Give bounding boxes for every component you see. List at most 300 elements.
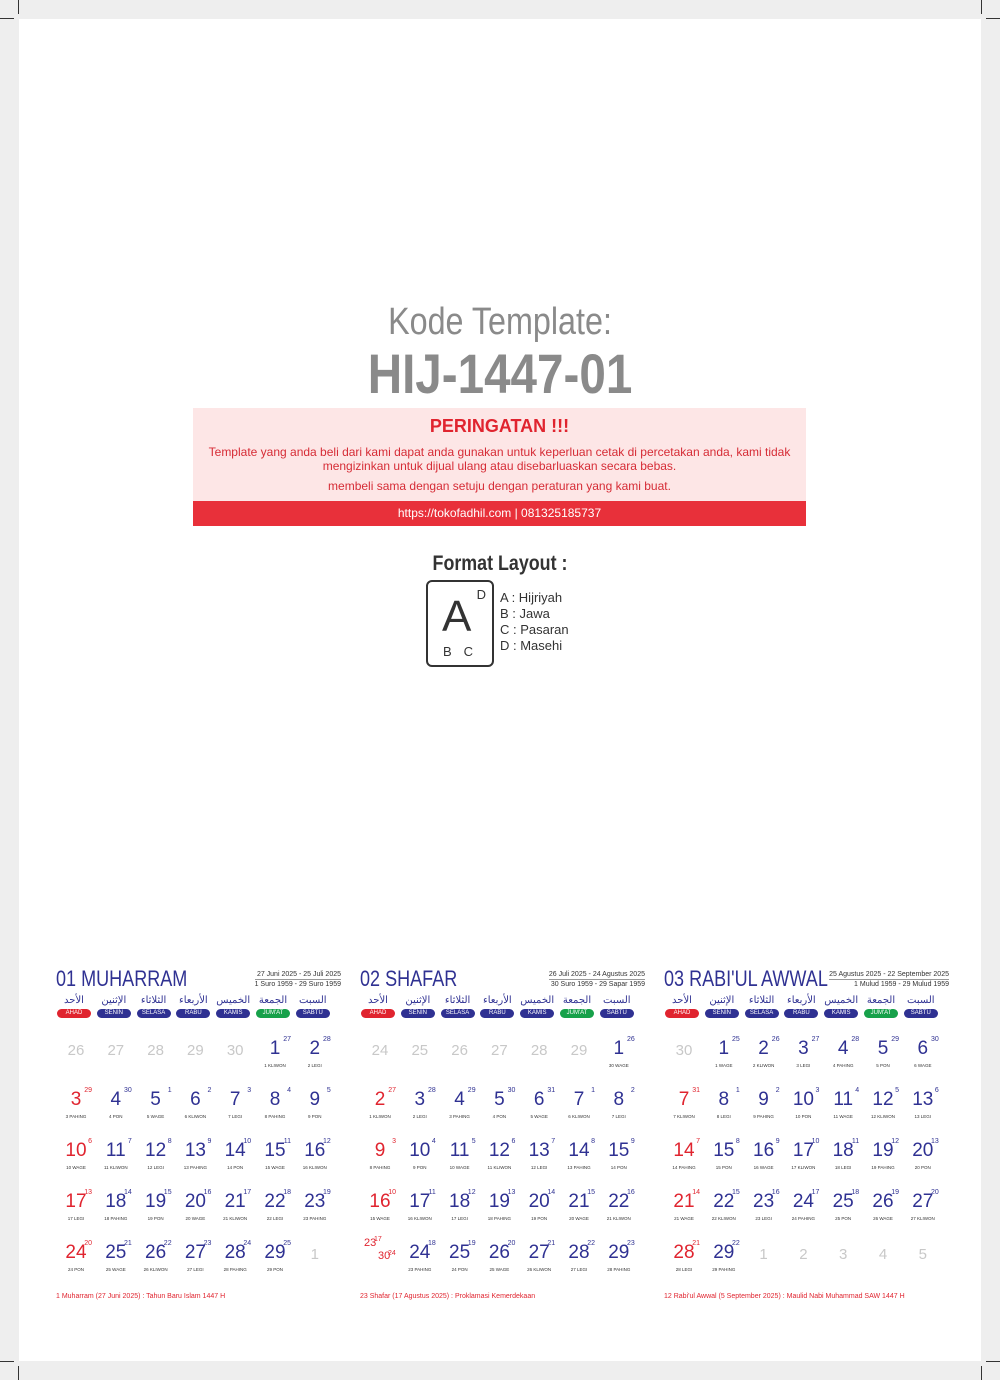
jawa-pasaran: 9 PAHING (753, 1114, 774, 1119)
masehi-date: 17 (811, 1189, 820, 1196)
masehi-date: 13 (507, 1189, 516, 1196)
date-cell (295, 1238, 335, 1288)
jawa-pasaran: 25 PON (835, 1216, 852, 1221)
day-name-arabic: الأربعاء (179, 995, 208, 1006)
jawa-pasaran: 28 PAHING (223, 1267, 247, 1272)
date-grid (360, 1034, 645, 1289)
hijri-date: 15 (608, 1140, 630, 1161)
masehi-date: 30 (124, 1087, 132, 1094)
jawa-pasaran: 24 PON (67, 1267, 84, 1272)
hijri-date: 3 (414, 1089, 426, 1110)
masehi-date: 13 (84, 1189, 92, 1196)
date-cell (823, 1034, 863, 1084)
masehi-date: 29 (467, 1087, 476, 1094)
date-cell (823, 1136, 863, 1186)
hijri-date-faded: 28 (147, 1042, 164, 1059)
date-cell (704, 1034, 744, 1084)
masehi-date: 15 (163, 1189, 172, 1196)
hijri-date-faded: 27 (107, 1042, 125, 1059)
jawa-pasaran: 29 PON (266, 1267, 283, 1272)
jawa-pasaran: 27 KLIWON (910, 1216, 935, 1221)
day-name (440, 994, 476, 1018)
date-cell (664, 1085, 704, 1135)
hijri-date: 1 (718, 1038, 730, 1059)
date-cell (96, 1136, 136, 1186)
hijri-date: 28 (224, 1242, 246, 1263)
hijri-date: 22 (608, 1191, 630, 1212)
hijri-date: 29 (608, 1242, 630, 1263)
date-cell (360, 1136, 400, 1186)
date-cell (400, 1238, 440, 1288)
masehi-date: 16 (627, 1189, 635, 1196)
hijri-date: 4 (837, 1038, 849, 1059)
date-cell (96, 1085, 136, 1135)
masehi-date: 14 (124, 1189, 132, 1196)
day-name-arabic: الخميس (520, 995, 555, 1006)
jawa-pasaran: 11 KLIWON (487, 1165, 512, 1170)
hijri-date: 14 (568, 1140, 590, 1161)
day-name-pill: SENIN (705, 1009, 739, 1018)
day-name-pill: SELASA (441, 1009, 475, 1018)
date-cell (903, 1136, 943, 1186)
date-grid (56, 1034, 341, 1289)
date-cell (175, 1187, 215, 1237)
date-cell (136, 1034, 176, 1084)
date-cell (440, 1085, 480, 1135)
masehi-date: 20 (507, 1240, 516, 1247)
masehi-date: 30 (507, 1087, 516, 1094)
date-cell (255, 1136, 295, 1186)
date-cell (519, 1136, 559, 1186)
masehi-date: 23 (203, 1240, 212, 1247)
masehi-date: 26 (627, 1036, 635, 1043)
masehi-date: 30 (931, 1036, 939, 1043)
masehi-date: 9 (775, 1138, 780, 1145)
jawa-pasaran: 25 WAGE (105, 1267, 126, 1272)
jawa-pasaran: 5 WAGE (146, 1114, 165, 1119)
hijri-date: 8 (718, 1089, 730, 1110)
masehi-date: 22 (587, 1240, 595, 1247)
masehi-date: 22 (732, 1240, 740, 1247)
day-name (360, 994, 396, 1018)
date-cell (56, 1136, 96, 1186)
hijri-date: 5 (494, 1089, 505, 1110)
hijri-date: 22 (264, 1191, 286, 1212)
date-cell (744, 1085, 784, 1135)
date-cell (903, 1187, 943, 1237)
date-cell (440, 1187, 480, 1237)
date-cell (863, 1034, 903, 1084)
date-cell (744, 1136, 784, 1186)
masehi-date: 11 (283, 1138, 291, 1145)
day-name-arabic: الثلاثاء (444, 995, 471, 1006)
jawa-pasaran: 12 KLIWON (870, 1114, 895, 1119)
day-name-arabic: السبت (907, 995, 935, 1006)
masehi-date: 2 (207, 1087, 212, 1094)
masehi-date: 27 (283, 1036, 291, 1043)
date-cell (175, 1136, 215, 1186)
hijri-date: 3 (798, 1038, 809, 1059)
jawa-pasaran: 14 PON (227, 1165, 244, 1170)
hijri-date-faded: 3 (839, 1246, 848, 1263)
date-cell (479, 1085, 519, 1135)
jawa-pasaran: 12 LEGI (530, 1165, 548, 1170)
day-name-arabic: الثلاثاء (140, 995, 167, 1006)
date-cell (599, 1034, 639, 1084)
date-cell (360, 1187, 400, 1237)
masehi-date: 11 (428, 1189, 436, 1196)
month-range (255, 970, 341, 989)
day-name-arabic: الجمعة (258, 995, 288, 1006)
date-cell (255, 1034, 295, 1084)
jawa-pasaran: 21 KLIWON (223, 1216, 248, 1221)
date-cell (215, 1187, 255, 1237)
hijri-date: 20 (912, 1140, 934, 1161)
jawa-pasaran: 1 KLIWON (264, 1063, 286, 1068)
hijri-date: 24 (65, 1242, 87, 1263)
masehi-date: 28 (323, 1036, 331, 1043)
jawa-pasaran: 3 PAHING (449, 1114, 470, 1119)
date-cell (704, 1187, 744, 1237)
hijri-date-faded: 28 (530, 1042, 548, 1059)
masehi-date: 22 (163, 1240, 172, 1247)
masehi-date: 17 (243, 1189, 252, 1196)
jawa-pasaran: 27 LEGI (187, 1267, 204, 1272)
date-cell (519, 1034, 559, 1084)
legend-d: D (476, 587, 486, 602)
masehi-date: 3 (815, 1087, 820, 1094)
date-cell (664, 1187, 704, 1237)
hijri-date: 7 (573, 1089, 585, 1110)
day-name (783, 994, 819, 1018)
masehi-date: 20 (84, 1240, 92, 1247)
hijri-date: 24 (409, 1242, 431, 1263)
date-cell (664, 1034, 704, 1084)
date-cell (479, 1238, 519, 1288)
hijri-date: 8 (613, 1089, 625, 1110)
date-cell (400, 1034, 440, 1084)
day-name-pill: JUM'AT (560, 1009, 594, 1018)
hijri-date-faded: 29 (570, 1042, 588, 1059)
jawa-pasaran: 18 LEGI (834, 1165, 852, 1170)
masehi-date: 3 (392, 1138, 396, 1145)
jawa-pasaran: 10 WAGE (66, 1165, 86, 1170)
day-name (255, 994, 291, 1018)
day-name-arabic: الأحد (64, 995, 84, 1006)
day-name-pill: SABTU (296, 1009, 330, 1018)
hijri-date: 18 (449, 1191, 471, 1212)
hijri-date-faded: 24 (371, 1042, 389, 1059)
day-name-pill: SELASA (745, 1009, 779, 1018)
warning-title: PERINGATAN !!! (429, 416, 570, 436)
masehi-date: 15 (587, 1189, 595, 1196)
hijri-date: 4 (110, 1089, 122, 1110)
masehi-date: 21 (547, 1240, 556, 1247)
hijri-date-faded: 29 (187, 1042, 204, 1059)
holiday-note: 23 Shafar (17 Agustus 2025) : Proklamasi Kemerdekaan (360, 1293, 536, 1300)
hijri-date: 25 (449, 1242, 471, 1263)
date-cell (903, 1085, 943, 1135)
hijri-date: 10 (409, 1140, 431, 1161)
date-cell (295, 1187, 335, 1237)
date-cell (744, 1187, 784, 1237)
date-cell (559, 1034, 599, 1084)
month-title: 01 MUHARRAM (56, 966, 188, 991)
hijri-date: 23 (753, 1191, 775, 1212)
day-name-arabic: الإثنين (405, 995, 431, 1006)
day-name-arabic: الجمعة (866, 995, 896, 1006)
day-name (863, 994, 899, 1018)
jawa-pasaran: 13 PAHING (567, 1165, 591, 1170)
jawa-pasaran: 16 KLIWON (407, 1216, 432, 1221)
masehi-date: 19 (323, 1189, 331, 1196)
date-cell (215, 1085, 255, 1135)
day-name-arabic: الخميس (216, 995, 251, 1006)
jawa-pasaran: 26 KLIWON (527, 1267, 552, 1272)
jawa-pasaran: 2 LEGI (307, 1063, 322, 1068)
date-cell (56, 1034, 96, 1084)
hijri-date: 28 (568, 1242, 590, 1263)
hijri-date: 12 (488, 1140, 510, 1161)
masehi-date: 4 (431, 1138, 436, 1145)
hijri-date: 2 (309, 1038, 321, 1059)
day-name (479, 994, 515, 1018)
template-code-header (0, 300, 1000, 404)
jawa-pasaran: 22 LEGI (266, 1216, 284, 1221)
date-cell (783, 1085, 823, 1135)
hijri-date: 26 (145, 1242, 167, 1263)
masehi-date: 24 (388, 1250, 396, 1257)
date-cell (823, 1187, 863, 1237)
masehi-date: 11 (851, 1138, 860, 1145)
day-name-pill: AHAD (361, 1009, 395, 1018)
hijri-date: 15 (713, 1140, 735, 1161)
date-cell (903, 1034, 943, 1084)
masehi-date: 8 (591, 1138, 595, 1145)
day-name (175, 994, 211, 1018)
holiday-note: 12 Rabi'ul Awwal (5 September 2025) : Maulid Nabi Muhammad SAW 1447 H (664, 1293, 905, 1300)
masehi-date: 12 (467, 1189, 476, 1196)
jawa-pasaran: 13 LEGI (914, 1114, 932, 1119)
jawa-pasaran: 23 LEGI (755, 1216, 772, 1221)
masehi-range: 25 Agustus 2025 - 22 September 2025 (829, 971, 949, 978)
day-name-pill: KAMIS (520, 1009, 554, 1018)
jawa-pasaran: 10 WAGE (449, 1165, 470, 1170)
date-cell (175, 1034, 215, 1084)
masehi-date: 21 (124, 1240, 132, 1247)
date-cell (215, 1034, 255, 1084)
hijri-date: 29 (713, 1242, 735, 1263)
hijri-date-faded: 1 (759, 1246, 768, 1263)
jawa-pasaran: 16 KLIWON (302, 1165, 327, 1170)
jawa-pasaran: 26 WAGE (873, 1216, 893, 1221)
masehi-date: 6 (88, 1138, 92, 1145)
day-name-row (664, 994, 949, 1022)
masehi-date: 28 (428, 1087, 436, 1094)
jawa-pasaran: 26 KLIWON (143, 1267, 168, 1272)
hijri-date: 8 (269, 1089, 281, 1110)
hijri-date: 6 (533, 1089, 545, 1110)
masehi-date: 26 (771, 1036, 780, 1043)
legend-item: B : Jawa (500, 606, 550, 621)
hijri-date: 23 (304, 1191, 326, 1212)
jawa-pasaran: 13 PAHING (183, 1165, 207, 1170)
holiday-note: 1 Muharram (27 Juni 2025) : Tahun Baru Islam 1447 H (56, 1293, 226, 1300)
hijri-date: 12 (872, 1089, 894, 1110)
date-cell (704, 1238, 744, 1288)
day-name (664, 994, 700, 1018)
jawa-pasaran: 2 KLIWON (752, 1063, 775, 1068)
jawa-pasaran: 15 PON (715, 1165, 732, 1170)
day-name-pill: RABU (480, 1009, 514, 1018)
date-cell (360, 1034, 400, 1084)
date-cell (704, 1085, 744, 1135)
masehi-date: 16 (771, 1189, 780, 1196)
jawa-pasaran: 30 WAGE (608, 1063, 629, 1068)
jawa-pasaran: 6 KLIWON (568, 1114, 590, 1119)
date-cell (295, 1085, 335, 1135)
day-name (215, 994, 251, 1018)
day-name-pill: JUM'AT (256, 1009, 290, 1018)
hijri-date-faded: 5 (918, 1246, 927, 1263)
hijri-date-faded: 4 (878, 1246, 888, 1263)
jawa-pasaran: 17 KLIWON (791, 1165, 816, 1170)
hijri-date: 13 (912, 1089, 934, 1110)
jawa-pasaran: 27 LEGI (570, 1267, 588, 1272)
masehi-date: 27 (811, 1036, 820, 1043)
day-name-row (360, 994, 645, 1022)
day-name-arabic: الجمعة (562, 995, 592, 1006)
day-name (96, 994, 132, 1018)
jawa-pasaran: 1 KLIWON (369, 1114, 391, 1119)
date-cell (440, 1136, 480, 1186)
date-cell (559, 1187, 599, 1237)
jawa-pasaran: 23 PAHING (303, 1216, 327, 1221)
hijri-date: 18 (832, 1140, 854, 1161)
hijri-date: 9 (374, 1140, 386, 1161)
jawa-pasaran: 4 PON (492, 1114, 507, 1119)
jawa-pasaran: 7 LEGI (228, 1114, 243, 1119)
masehi-date: 28 (851, 1036, 860, 1043)
jawa-pasaran: 19 PON (531, 1216, 548, 1221)
day-name (136, 994, 172, 1018)
date-cell (783, 1238, 823, 1288)
masehi-date: 20 (931, 1189, 939, 1196)
masehi-date: 23 (627, 1240, 635, 1247)
jawa-pasaran: 8 PAHING (369, 1165, 391, 1170)
masehi-date: 1 (167, 1087, 172, 1094)
hijri-date: 9 (309, 1089, 321, 1110)
hijri-date: 26 (488, 1242, 510, 1263)
masehi-date: 19 (891, 1189, 899, 1196)
day-name-arabic: الإثنين (101, 995, 127, 1006)
date-cell (783, 1136, 823, 1186)
crop-mark (0, 18, 14, 19)
day-name-pill: AHAD (665, 1009, 699, 1018)
day-name-pill: KAMIS (216, 1009, 250, 1018)
hijri-date: 20 (184, 1191, 206, 1212)
hijri-date: 22 (713, 1191, 735, 1212)
date-cell (295, 1136, 335, 1186)
date-cell (783, 1034, 823, 1084)
masehi-date: 5 (471, 1138, 476, 1145)
hijri-date: 3 (70, 1089, 82, 1110)
warning-text-2: membeli sama dengan setuju dengan peraturan yang kami buat. (328, 479, 671, 493)
day-name-pill: SABTU (600, 1009, 634, 1018)
crop-mark (18, 0, 19, 14)
date-cell (400, 1136, 440, 1186)
masehi-date: 8 (735, 1138, 740, 1145)
date-cell (255, 1085, 295, 1135)
day-name (519, 994, 555, 1018)
jawa-pasaran: 20 WAGE (569, 1216, 589, 1221)
hijri-date: 19 (488, 1191, 510, 1212)
jawa-pasaran: 10 PON (795, 1114, 812, 1119)
date-cell (295, 1034, 335, 1084)
date-cell (744, 1034, 784, 1084)
jawa-pasaran: 5 PON (876, 1063, 890, 1068)
day-name (823, 994, 859, 1018)
legend-a: A (442, 592, 472, 641)
hijri-date: 16 (369, 1191, 391, 1212)
hijri-date: 17 (65, 1191, 87, 1212)
date-cell (479, 1034, 519, 1084)
masehi-date: 7 (127, 1138, 132, 1145)
jawa-pasaran: 14 PAHING (672, 1165, 696, 1170)
date-cell (783, 1187, 823, 1237)
date-cell (96, 1238, 136, 1288)
masehi-date: 12 (891, 1138, 899, 1145)
jawa-range: 1 Suro 1959 - 29 Suro 1959 (254, 981, 341, 988)
month-title: 03 RABI'UL AWWAL (664, 966, 828, 991)
date-cell (56, 1238, 96, 1288)
date-cell (599, 1187, 639, 1237)
date-cell (136, 1187, 176, 1237)
hijri-date: 5 (150, 1089, 161, 1110)
hijri-date: 10 (65, 1140, 87, 1161)
day-name-pill: AHAD (57, 1009, 91, 1018)
hijri-date: 30 (378, 1250, 391, 1262)
masehi-date: 16 (203, 1189, 212, 1196)
hijri-date: 19 (145, 1191, 167, 1212)
date-cell (599, 1238, 639, 1288)
jawa-pasaran: 17 LEGI (67, 1216, 85, 1221)
day-name-pill: RABU (784, 1009, 818, 1018)
day-name-pill: SELASA (137, 1009, 171, 1018)
hijri-date: 25 (105, 1242, 127, 1263)
date-cell (479, 1136, 519, 1186)
hijri-date: 17 (409, 1191, 431, 1212)
masehi-date: 14 (547, 1189, 556, 1196)
date-cell (664, 1238, 704, 1288)
jawa-pasaran: 21 WAGE (674, 1216, 694, 1221)
jawa-pasaran: 3 LEGI (796, 1063, 811, 1068)
jawa-pasaran: 21 KLIWON (606, 1216, 631, 1221)
masehi-date: 12 (323, 1138, 331, 1145)
hijri-date: 23 (364, 1237, 377, 1249)
jawa-pasaran: 7 LEGI (611, 1114, 626, 1119)
day-name (295, 994, 331, 1018)
date-cell (744, 1238, 784, 1288)
hijri-date-faded: 30 (675, 1042, 693, 1059)
masehi-date: 18 (851, 1189, 860, 1196)
date-cell (360, 1085, 400, 1135)
hijri-date: 28 (673, 1242, 695, 1263)
day-name (744, 994, 780, 1018)
date-cell (559, 1136, 599, 1186)
jawa-pasaran: 15 WAGE (370, 1216, 390, 1221)
hijri-date: 24 (792, 1191, 814, 1212)
